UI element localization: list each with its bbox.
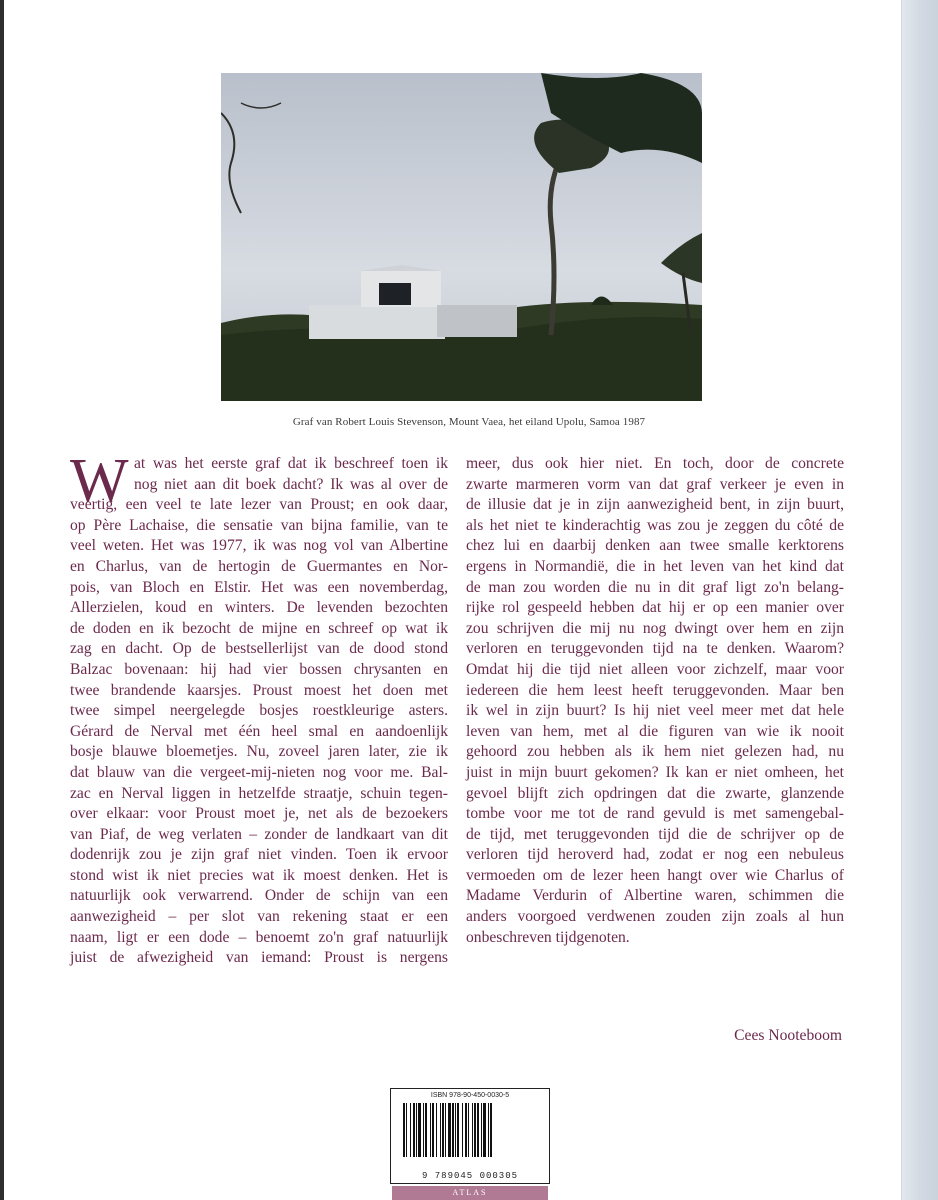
text-line: de man zou worden die nu in dit graf ligt zo'n belang- [466,578,844,596]
text-line: at was het eerste graf dat ik beschreef toen ik [134,455,448,472]
cover-left-edge [0,0,4,1200]
text-line: ik wel in zijn buurt? Is hij niet veel meer met dat hele [466,702,844,720]
text-line: veel weten. Het was 1977, ik was nog vol van Albertine [70,537,448,555]
text-line: onbeschreven tijdgenoten. [466,928,630,946]
text-line: verloren tijd heroverd had, zodat er nog een nebuleus [466,846,844,864]
text-line: meer, dus ook hier niet. En toch, door de concrete [466,455,844,472]
text-line: gehoord zou hebben als ik hem niet gelezen had, nu [466,743,844,761]
text-line: rijke rol gespeeld hebben dat hij er op een manier over [466,599,844,617]
text-line: stond wist ik niet precies wat ik moest denken. Het is [70,866,448,884]
text-line: leven van hem, met al die figuren van wie ik nooit [466,722,844,740]
grave-photo [221,73,702,401]
text-line: zou schrijven die mij nu nog dwingt over hem en zijn [466,619,844,637]
author-signature: Cees Nooteboom [734,1027,842,1044]
text-line: chez lui en daarbij denken aan twee smalle kerktorens [466,537,844,555]
text-line: als het niet te kinderachtig was zou je zeggen du côté de [466,516,844,534]
text-line: de illusie dat je in zijn aanwezigheid bent, in zijn buurt, [466,496,844,514]
text-line: Gérard de Nerval met één heel smal en aandoenlijk [70,722,448,740]
text-line: zwarte marmeren vorm van dat graf verkeer je even in [466,475,844,493]
text-column-left [70,454,448,969]
isbn-barcode [390,1088,550,1184]
text-line: dodenrijk zou je zijn graf niet vinden. Toen ik ervoor [70,846,448,864]
text-line: natuurlijk ook verwarrend. Onder de schijn van een [70,887,448,905]
text-line: Balzac bovenaan: hij had vier bossen chrysanten en [70,660,448,678]
text-line: zag en dacht. Op de bestsellerlijst van de dood stond [70,640,448,658]
text-line: zac en Nerval liggen in hetzelfde straatje, schuin tegen- [70,784,448,802]
text-line: op Père Lachaise, die sensatie van bijna familie, van te [70,516,448,534]
barcode-bars [403,1103,537,1165]
text-line: anders voorgoed verdwenen zouden zijn zoals al hun [466,908,844,926]
text-line: Omdat hij die tijd niet alleen voor zichzelf, maar voor [466,660,844,678]
photo-caption: Graf van Robert Louis Stevenson, Mount Vaea, het eiland Upolu, Samoa 1987 [292,416,646,428]
text-line: nog niet aan dit boek dacht? Ik was al over de [134,475,448,493]
text-line: naam, ligt er een dode – benoemt zo'n graf natuurlijk [70,928,448,946]
text-line: aanwezigheid – per slot van rekening staat er een [70,908,448,926]
text-line: pois, van Bloch en Elstir. Het was een novemberdag, [70,578,448,596]
drop-cap: W [70,447,129,515]
cover-spine-strip [901,0,938,1200]
text-line: Madame Verdurin of Albertine waren, schimmen die [466,887,844,905]
text-line: over elkaar: voor Proust moet je, net als de bezoekers [70,805,448,823]
publisher-logo: ATLAS [392,1186,548,1200]
text-line: de doden en ik bezocht de mijne en schreef op wat ik [70,619,448,637]
text-line: tombe voor me tot de rand gevuld is met samengebal- [466,805,844,823]
text-line: van Piaf, de weg verlaten – zonder de landkaart van dit [70,825,448,843]
text-line: twee simpel neergelegde bosjes roestkleurige asters. [70,702,448,720]
text-line: ergens in Normandië, die in het leven van het kind dat [466,557,844,575]
text-line: bosje blauwe bloemetjes. Nu, zoveel jaren later, zie ik [70,743,448,761]
text-line: Allerzielen, koud en winters. De levenden bezochten [70,599,448,617]
text-line: de tijd, met teruggevonden tijd die de schrijver op de [466,825,844,843]
text-line: vermoeden om de lezer heen hangt over wie Charlus of [466,866,844,884]
text-line: verloren en teruggevonden tijd na te denken. Waarom? [466,640,844,658]
isbn-label: ISBN 978-90-450-0030-5 [430,1092,510,1099]
text-line: iedereen die hem leest heeft teruggevonden. Maar ben [466,681,844,699]
text-line: en Charlus, van de hertogin de Guermantes en Nor- [70,557,448,575]
text-line: veertig, een veel te late lezer van Proust; en ook daar, [70,496,448,514]
text-line: gevoel blijft zich opdringen dat die zwarte, glanzende [466,784,844,802]
text-line: juist in mijn buurt gekomen? Ik kan er niet omheen, het [466,763,844,781]
text-line: dat blauw van die vergeet-mij-nieten nog voor me. Bal- [70,763,448,781]
barcode-digits: 9 789045 000305 [421,1171,518,1181]
text-column-right [466,454,844,948]
text-line: juist de afwezigheid van iemand: Proust is nergens [70,949,448,967]
text-line: twee brandende kaarsjes. Proust moest het doen met [70,681,448,699]
